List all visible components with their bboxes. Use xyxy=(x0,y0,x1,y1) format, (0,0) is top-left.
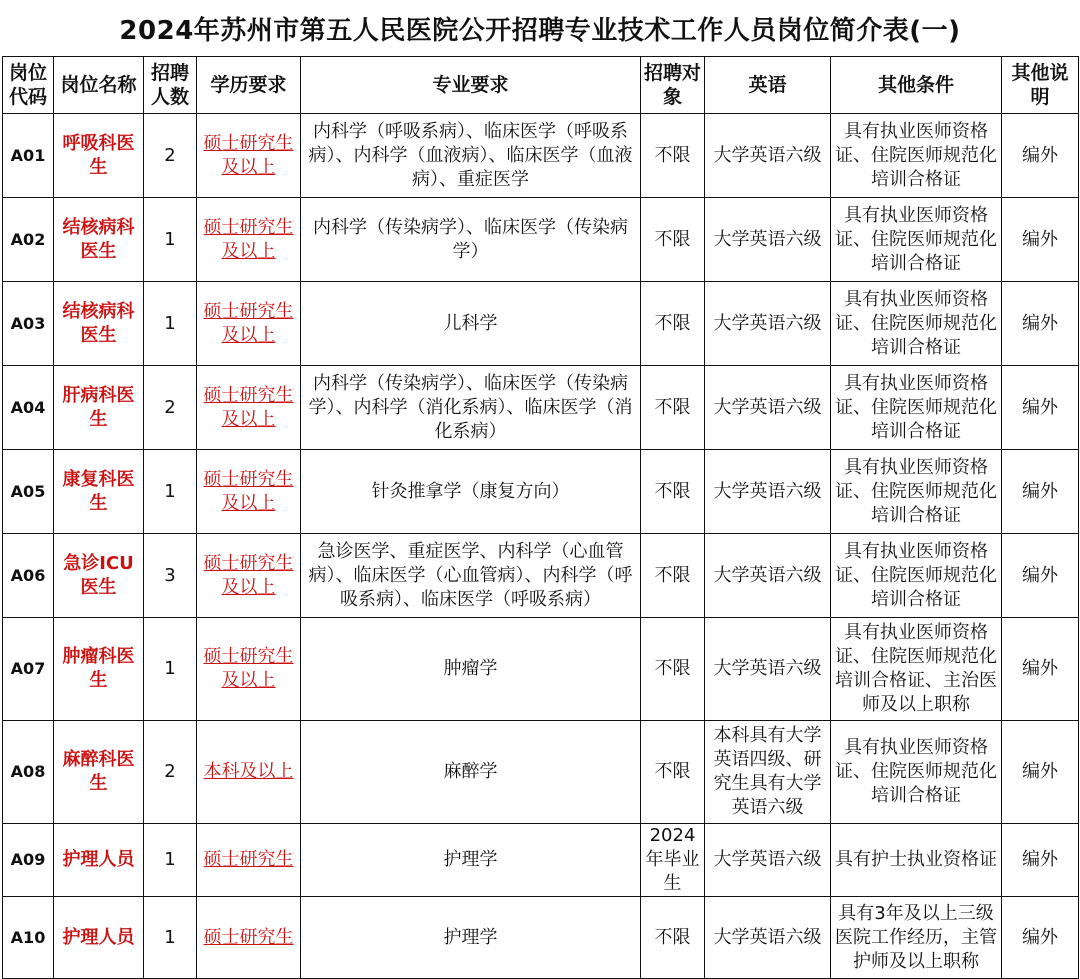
cell-target: 不限 xyxy=(641,366,705,450)
cell-major: 内科学（呼吸系病）、临床医学（呼吸系病）、内科学（血液病）、临床医学（血液病）、重症医学 xyxy=(301,114,641,198)
table-row xyxy=(3,721,1079,824)
cell-major: 急诊医学、重症医学、内科学（心血管病）、临床医学（心血管病）、内科学（呼吸系病）、临床医学（呼吸系病） xyxy=(301,534,641,618)
cell-name: 护理人员 xyxy=(54,897,144,979)
cell-count: 1 xyxy=(144,618,197,721)
positions-table xyxy=(2,56,1079,979)
cell-other: 具有执业医师资格证、住院医师规范化培训合格证、主治医师及以上职称 xyxy=(831,618,1002,721)
cell-english: 大学英语六级 xyxy=(705,450,831,534)
cell-edu: 硕士研究生及以上 xyxy=(197,282,301,366)
cell-major: 护理学 xyxy=(301,897,641,979)
cell-major: 内科学（传染病学）、临床医学（传染病学）、内科学（消化系病）、临床医学（消化系病） xyxy=(301,366,641,450)
cell-english: 大学英语六级 xyxy=(705,534,831,618)
cell-other: 具有执业医师资格证、住院医师规范化培训合格证 xyxy=(831,366,1002,450)
table-row xyxy=(3,366,1079,450)
cell-code: A01 xyxy=(3,114,54,198)
cell-note: 编外 xyxy=(1002,824,1079,897)
cell-name: 麻醉科医生 xyxy=(54,721,144,824)
cell-note: 编外 xyxy=(1002,198,1079,282)
header-other: 其他条件 xyxy=(831,57,1002,114)
cell-code: A07 xyxy=(3,618,54,721)
cell-note: 编外 xyxy=(1002,534,1079,618)
cell-code: A10 xyxy=(3,897,54,979)
cell-note: 编外 xyxy=(1002,897,1079,979)
cell-edu: 硕士研究生 xyxy=(197,897,301,979)
cell-english: 本科具有大学英语四级、研究生具有大学英语六级 xyxy=(705,721,831,824)
cell-count: 2 xyxy=(144,366,197,450)
table-row xyxy=(3,114,1079,198)
page-title: 2024年苏州市第五人民医院公开招聘专业技术工作人员岗位简介表(一) xyxy=(119,15,961,46)
cell-english: 大学英语六级 xyxy=(705,618,831,721)
cell-name: 肿瘤科医生 xyxy=(54,618,144,721)
cell-code: A08 xyxy=(3,721,54,824)
cell-major: 针灸推拿学（康复方向） xyxy=(301,450,641,534)
cell-target: 不限 xyxy=(641,897,705,979)
table-row xyxy=(3,897,1079,979)
cell-english: 大学英语六级 xyxy=(705,897,831,979)
header-edu: 学历要求 xyxy=(197,57,301,114)
cell-other: 具有3年及以上三级医院工作经历，主管护师及以上职称 xyxy=(831,897,1002,979)
cell-edu: 硕士研究生及以上 xyxy=(197,450,301,534)
table-row xyxy=(3,282,1079,366)
cell-count: 1 xyxy=(144,897,197,979)
cell-english: 大学英语六级 xyxy=(705,114,831,198)
cell-target: 不限 xyxy=(641,114,705,198)
cell-major: 内科学（传染病学）、临床医学（传染病学） xyxy=(301,198,641,282)
cell-english: 大学英语六级 xyxy=(705,282,831,366)
cell-target: 不限 xyxy=(641,721,705,824)
header-target: 招聘对象 xyxy=(641,57,705,114)
header-major: 专业要求 xyxy=(301,57,641,114)
cell-english: 大学英语六级 xyxy=(705,824,831,897)
cell-major: 护理学 xyxy=(301,824,641,897)
header-code: 岗位代码 xyxy=(3,57,54,114)
cell-note: 编外 xyxy=(1002,618,1079,721)
cell-name: 结核病科医生 xyxy=(54,198,144,282)
cell-edu: 本科及以上 xyxy=(197,721,301,824)
table-row xyxy=(3,824,1079,897)
cell-count: 1 xyxy=(144,450,197,534)
cell-english: 大学英语六级 xyxy=(705,198,831,282)
cell-other: 具有执业医师资格证、住院医师规范化培训合格证 xyxy=(831,114,1002,198)
header-row xyxy=(3,57,1079,114)
cell-other: 具有执业医师资格证、住院医师规范化培训合格证 xyxy=(831,450,1002,534)
cell-other: 具有护士执业资格证 xyxy=(831,824,1002,897)
cell-code: A02 xyxy=(3,198,54,282)
cell-count: 2 xyxy=(144,721,197,824)
cell-name: 呼吸科医生 xyxy=(54,114,144,198)
cell-target: 不限 xyxy=(641,618,705,721)
table-row xyxy=(3,534,1079,618)
cell-target: 不限 xyxy=(641,282,705,366)
cell-other: 具有执业医师资格证、住院医师规范化培训合格证 xyxy=(831,534,1002,618)
header-name: 岗位名称 xyxy=(54,57,144,114)
cell-count: 3 xyxy=(144,534,197,618)
cell-target: 2024年毕业生 xyxy=(641,824,705,897)
cell-count: 1 xyxy=(144,282,197,366)
cell-note: 编外 xyxy=(1002,450,1079,534)
header-english: 英语 xyxy=(705,57,831,114)
cell-note: 编外 xyxy=(1002,366,1079,450)
cell-count: 1 xyxy=(144,198,197,282)
cell-name: 肝病科医生 xyxy=(54,366,144,450)
table-row xyxy=(3,198,1079,282)
cell-note: 编外 xyxy=(1002,721,1079,824)
cell-english: 大学英语六级 xyxy=(705,366,831,450)
cell-code: A03 xyxy=(3,282,54,366)
cell-count: 2 xyxy=(144,114,197,198)
cell-major: 儿科学 xyxy=(301,282,641,366)
cell-code: A06 xyxy=(3,534,54,618)
cell-other: 具有执业医师资格证、住院医师规范化培训合格证 xyxy=(831,198,1002,282)
cell-edu: 硕士研究生及以上 xyxy=(197,366,301,450)
header-count: 招聘人数 xyxy=(144,57,197,114)
cell-major: 肿瘤学 xyxy=(301,618,641,721)
cell-note: 编外 xyxy=(1002,114,1079,198)
table-row xyxy=(3,450,1079,534)
cell-count: 1 xyxy=(144,824,197,897)
cell-target: 不限 xyxy=(641,198,705,282)
cell-edu: 硕士研究生及以上 xyxy=(197,114,301,198)
cell-edu: 硕士研究生及以上 xyxy=(197,534,301,618)
cell-code: A04 xyxy=(3,366,54,450)
cell-target: 不限 xyxy=(641,450,705,534)
cell-edu: 硕士研究生 xyxy=(197,824,301,897)
cell-note: 编外 xyxy=(1002,282,1079,366)
cell-code: A05 xyxy=(3,450,54,534)
cell-other: 具有执业医师资格证、住院医师规范化培训合格证 xyxy=(831,282,1002,366)
cell-edu: 硕士研究生及以上 xyxy=(197,198,301,282)
cell-name: 急诊ICU医生 xyxy=(54,534,144,618)
cell-name: 护理人员 xyxy=(54,824,144,897)
header-note: 其他说明 xyxy=(1002,57,1079,114)
cell-major: 麻醉学 xyxy=(301,721,641,824)
cell-target: 不限 xyxy=(641,534,705,618)
table-row xyxy=(3,618,1079,721)
cell-name: 康复科医生 xyxy=(54,450,144,534)
cell-other: 具有执业医师资格证、住院医师规范化培训合格证 xyxy=(831,721,1002,824)
cell-code: A09 xyxy=(3,824,54,897)
cell-edu: 硕士研究生及以上 xyxy=(197,618,301,721)
cell-name: 结核病科医生 xyxy=(54,282,144,366)
